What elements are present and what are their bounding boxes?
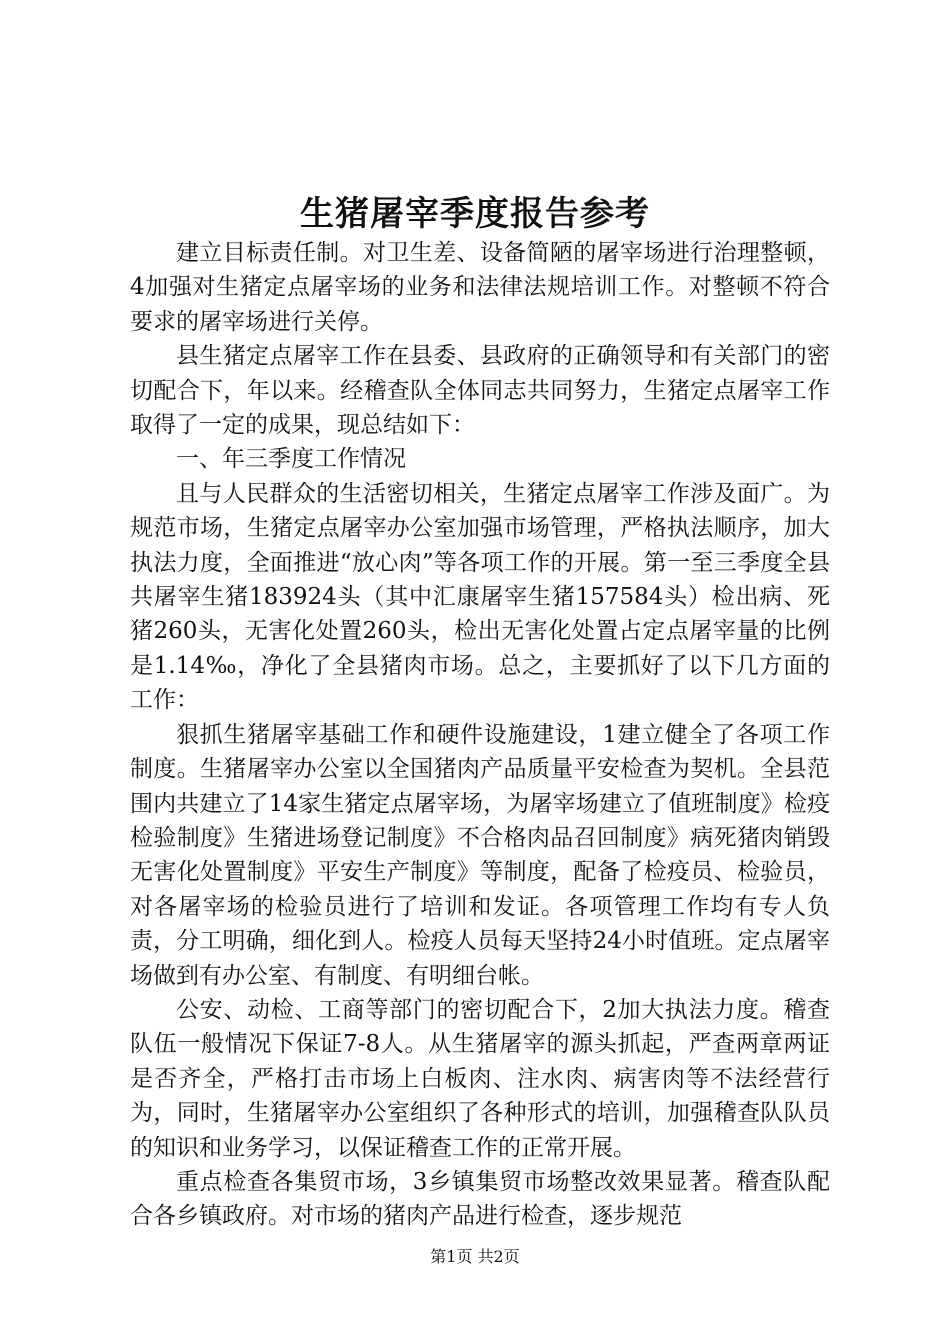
paragraph-5: 公安、动检、工商等部门的密切配合下，2加大执法力度。稽查队伍一般情况下保证7-8人。从生猪屠宰的源头抓起，严查两章两证是否齐全，严格打击市场上白板肉、注水肉、病害肉等不法经营行为，同时，生猪屠宰办公室组织了各种形式的培训，加强稽查队队员的知识和业务学习，以保证稽查工作的正常开展。: [130, 996, 830, 1161]
paragraph-2: 县生猪定点屠宰工作在县委、县政府的正确领导和有关部门的密切配合下，年以来。经稽查队全体同志共同努力，生猪定点屠宰工作取得了一定的成果，现总结如下：: [130, 343, 830, 439]
paragraph-3: 且与人民群众的生活密切相关，生猪定点屠宰工作涉及面广。为规范市场，生猪定点屠宰办公室加强市场管理，严格执法顺序，加大执法力度，全面推进“放心肉”等各项工作的开展。第一至三季度全县共屠宰生猪183924头（其中汇康屠宰生猪157584头）检出病、死猪260头，无害化处置260头，检出无害化处置占定点屠宰量的比例是1.14‰，净化了全县猪肉市场。总之，主要抓好了以下几方面的工作：: [130, 480, 830, 714]
paragraph-1: 建立目标责任制。对卫生差、设备简陋的屠宰场进行治理整顿，4加强对生猪定点屠宰场的业务和法律法规培训工作。对整顿不符合要求的屠宰场进行关停。: [130, 240, 830, 335]
document-title: 生猪屠宰季度报告参考: [300, 194, 650, 234]
paragraph-4: 狠抓生猪屠宰基础工作和硬件设施建设，1建立健全了各项工作制度。生猪屠宰办公室以全国猪肉产品质量平安检查为契机。全县范围内共建立了14家生猪定点屠宰场，为屠宰场建立了值班制度》检疫检验制度》生猪进场登记制度》不合格肉品召回制度》病死猪肉销毁无害化处置制度》平安生产制度》等制度，配备了检疫员、检验员，对各屠宰场的检验员进行了培训和发证。各项管理工作均有专人负责，分工明确，细化到人。检疫人员每天坚持24小时值班。定点屠宰场做到有办公室、有制度、有明细台帐。: [130, 721, 830, 989]
page-footer: 第1页 共2页: [430, 1247, 520, 1266]
document-body: [130, 236, 830, 1234]
section-heading: 一、年三季度工作情况: [176, 446, 406, 473]
paragraph-6: 重点检查各集贸市场，3乡镇集贸市场整改效果显著。稽查队配合各乡镇政府。对市场的猪肉产品进行检查，逐步规范: [130, 1168, 830, 1230]
